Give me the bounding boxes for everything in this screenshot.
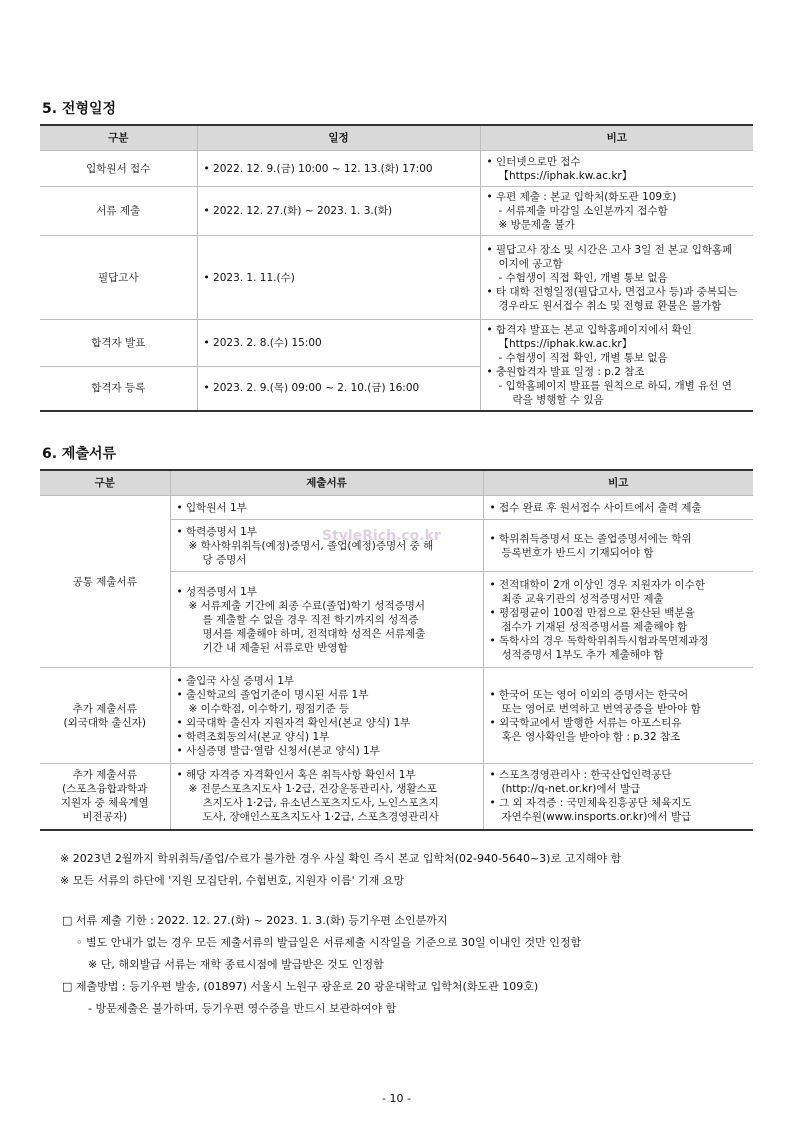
row-label: 합격자 등록: [40, 366, 197, 411]
table-row: [40, 187, 753, 236]
section6-title: 6. 제출서류: [42, 446, 117, 462]
schedule-table: [40, 124, 753, 412]
issue-date-rule: ◦ 별도 안내가 없는 경우 모든 제출서류의 발급일은 서류제출 시작일을 기준으로 30일 이내인 것만 인정함: [76, 936, 582, 949]
header-documents: 제출서류: [170, 470, 483, 496]
foreign-label: 추가 제출서류 (외국대학 출신자): [40, 668, 170, 764]
table-row: [40, 764, 753, 830]
page-number: - 10 -: [382, 1092, 411, 1105]
note-line: ※ 2023년 2월까지 학위취득/졸업/수료가 불가한 경우 사실 확인 즉시 본교 입학처(02-940-5640~3)로 고지해야 함: [60, 852, 622, 865]
table-row: [40, 151, 753, 187]
sports-label: 추가 제출서류 (스포츠융합과학과 지원자 중 체육계열 비전공자): [40, 764, 170, 830]
overseas-rule: ※ 단, 해외발급 서류는 재학 종료시점에 발급받은 것도 인정함: [88, 958, 384, 971]
row-date: • 2023. 1. 11.(수): [197, 236, 480, 320]
doc-cell: • 학력증명서 1부 ※ 학사학위취득(예정)증명서, 졸업(예정)증명서 중 해 당 증명서: [170, 520, 483, 572]
header-remarks: 비고: [480, 125, 753, 151]
note-cell: • 스포츠경영관리사 : 한국산업인력공단 (http://q-net.or.kr)에서 발급 • 그 외 자격증 : 국민체육진흥공단 체육지도 자연수원(www.insports.or.kr)에서 발급: [483, 764, 753, 830]
row-label: 서류 제출: [40, 187, 197, 236]
section5-title: 5. 전형일정: [42, 101, 117, 117]
row-note-merged: • 합격자 발표는 본교 입학홈페이지에서 확인 【https://iphak.kw.ac.kr】 - 수험생이 직접 확인, 개별 통보 없음 • 충원합격자 발표 일정 : p.2 참조 - 입학홈페이지 발표를 원칙으로 하되, 개별 유선 연 락을 병행할 수 있음: [480, 320, 753, 412]
row-note: • 우편 제출 : 본교 입학처(화도관 109호) - 서류제출 마감일 소인분까지 접수함 ※ 방문제출 불가: [480, 187, 753, 236]
header-category: 구분: [40, 470, 170, 496]
note-cell: • 접수 완료 후 원서접수 사이트에서 출력 제출: [483, 496, 753, 520]
row-date: • 2022. 12. 9.(금) 10:00 ~ 12. 13.(화) 17:00: [197, 151, 480, 187]
table-row: [40, 236, 753, 320]
notes: [60, 848, 621, 892]
table-row: [40, 320, 753, 367]
table-row: [40, 496, 753, 520]
note-line: ※ 모든 서류의 하단에 '지원 모집단위, 수험번호, 지원자 이름' 기재 요망: [60, 874, 405, 887]
row-date: • 2023. 2. 9.(목) 09:00 ~ 2. 10.(금) 16:00: [197, 366, 480, 411]
submission-deadline: □ 서류 제출 기한 : 2022. 12. 27.(화) ~ 2023. 1. 3.(화) 등기우편 소인분까지: [62, 914, 448, 927]
doc-cell: • 해당 자격증 자격확인서 혹은 취득사항 확인서 1부 ※ 전문스포츠지도사 1·2급, 건강운동관리사, 생활스포 츠지도사 1·2급, 유소년스포츠지도사, 노인스포츠지 도사, 장애인스포츠지도사 1·2급, 스포츠경영관리사: [170, 764, 483, 830]
doc-cell: • 성적증명서 1부 ※ 서류제출 기간에 최종 수료(졸업)학기 성적증명서 를 제출할 수 없을 경우 직전 학기까지의 성적증 명서를 제출해야 하며, 전적대학 성적은 서류제출 기간 내 제출된 서류로만 반영함: [170, 572, 483, 668]
header-category: 구분: [40, 125, 197, 151]
table-row: [40, 668, 753, 764]
header-schedule: 일정: [197, 125, 480, 151]
row-label: 합격자 발표: [40, 320, 197, 367]
row-label: 입학원서 접수: [40, 151, 197, 187]
documents-table: [40, 469, 753, 831]
note-cell: • 학위취득증명서 또는 졸업증명서에는 학위 등록번호가 반드시 기재되어야 함: [483, 520, 753, 572]
visit-rule: - 방문제출은 불가하며, 등기우편 영수증을 반드시 보관하여야 함: [88, 1002, 397, 1015]
row-date: • 2023. 2. 8.(수) 15:00: [197, 320, 480, 367]
watermark: StyleRich.co.kr: [322, 528, 441, 544]
row-note: • 필답고사 장소 및 시간은 고사 3일 전 본교 입학홈페 이지에 공고함 - 수험생이 직접 확인, 개별 통보 없음 • 타 대학 전형일정(필답고사, 면접고사 등)과 중복되는 경우라도 원서접수 취소 및 전형료 환불은 불가함: [480, 236, 753, 320]
row-date: • 2022. 12. 27.(화) ~ 2023. 1. 3.(화): [197, 187, 480, 236]
doc-cell: • 출입국 사실 증명서 1부 • 출신학교의 졸업기준이 명시된 서류 1부 ※ 이수학점, 이수학기, 평점기준 등 • 외국대학 출신자 지원자격 확인서(본교 양식) 1부 • 학력조회동의서(본교 양식) 1부 • 사실증명 발급·열람 신청서(본교 양식) 1부: [170, 668, 483, 764]
row-note: • 인터넷으로만 접수 【https://iphak.kw.ac.kr】: [480, 151, 753, 187]
row-label: 필답고사: [40, 236, 197, 320]
header-remarks: 비고: [483, 470, 753, 496]
submission-method: □ 제출방법 : 등기우편 발송, (01897) 서울시 노원구 광운로 20 광운대학교 입학처(화도관 109호): [62, 980, 539, 993]
doc-cell: • 입학원서 1부: [170, 496, 483, 520]
common-label: 공통 제출서류: [40, 496, 170, 668]
note-cell: • 한국어 또는 영어 이외의 증명서는 한국어 또는 영어로 번역하고 번역공증을 받아야 함 • 외국학교에서 발행한 서류는 아포스티유 혹은 영사확인을 받아야 함 : p.32 참조: [483, 668, 753, 764]
note-cell: • 전적대학이 2개 이상인 경우 지원자가 이수한 최종 교육기관의 성적증명서만 제출 • 평점평균이 100점 만점으로 환산된 백분율 점수가 기재된 성적증명서를 제출해야 함 • 독학사의 경우 독학학위취득시험과목면제과정 성적증명서 1부도 추가 제출해야 함: [483, 572, 753, 668]
